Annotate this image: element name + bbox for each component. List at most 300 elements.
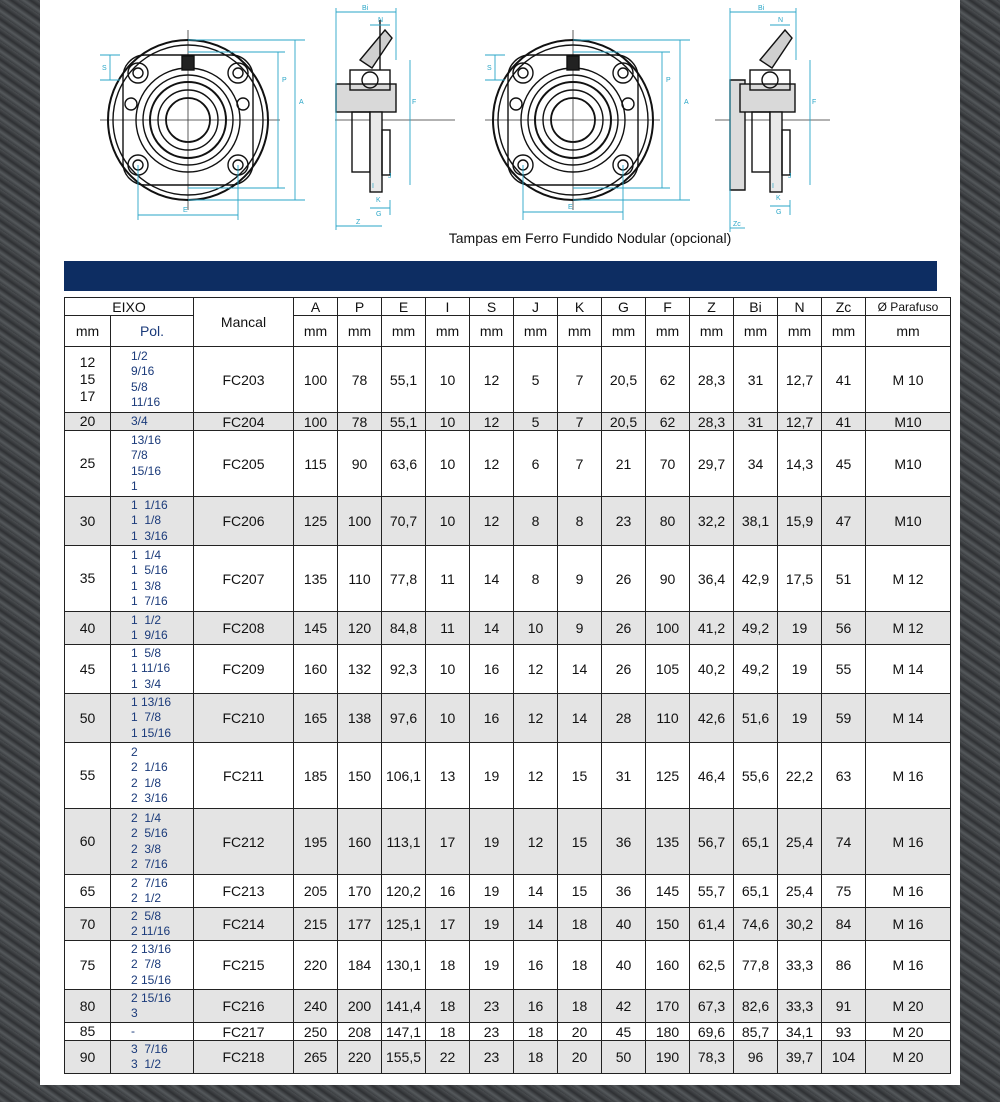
value-cell: 62,5	[690, 941, 734, 990]
value-cell: 19	[470, 941, 514, 990]
pol-value: 5/8	[131, 379, 148, 394]
value-cell: 31	[602, 743, 646, 809]
value-cell: 10	[426, 347, 470, 413]
unit-header: mm	[602, 316, 646, 347]
value-cell: 29,7	[690, 431, 734, 497]
value-cell: 11	[426, 546, 470, 612]
shaft-mm-cell: 85	[65, 1023, 111, 1041]
pol-value: 1 3/4	[131, 676, 162, 691]
shaft-pol-cell	[111, 990, 194, 1023]
value-cell: 33,3	[778, 990, 822, 1023]
value-cell: 15,9	[778, 497, 822, 546]
value-cell: 177	[338, 908, 382, 941]
shaft-mm-cell: 25	[65, 431, 111, 497]
value-cell: 240	[294, 990, 338, 1023]
dimensions-table	[64, 297, 951, 1074]
value-cell: 63	[822, 743, 866, 809]
value-cell: 135	[294, 546, 338, 612]
value-cell: 46,4	[690, 743, 734, 809]
shaft-mm-cell: 30	[65, 497, 111, 546]
value-cell: 77,8	[734, 941, 778, 990]
value-cell: M 16	[866, 809, 951, 875]
value-cell: 14	[558, 645, 602, 694]
value-cell: 12	[470, 413, 514, 431]
dim-label-e: E	[183, 207, 188, 214]
mancal-cell: FC215	[194, 941, 294, 990]
dim-label-a: A	[299, 99, 304, 106]
dim-label-g: G	[776, 209, 782, 216]
value-cell: 184	[338, 941, 382, 990]
shaft-pol-cell	[111, 743, 194, 809]
mancal-header: Mancal	[194, 298, 294, 347]
value-cell: 160	[294, 645, 338, 694]
shaft-mm-cell: 20	[65, 413, 111, 431]
pol-value: 2	[131, 744, 138, 759]
value-cell: 40	[602, 941, 646, 990]
value-cell: 96	[734, 1041, 778, 1074]
value-cell: 86	[822, 941, 866, 990]
value-cell: 100	[294, 413, 338, 431]
mancal-cell: FC210	[194, 694, 294, 743]
pol-value: 2 1/2	[131, 891, 162, 905]
value-cell: 14	[470, 546, 514, 612]
right-front-view	[485, 30, 660, 210]
value-cell: 34,1	[778, 1023, 822, 1041]
value-cell: 12	[514, 645, 558, 694]
value-cell: 31	[734, 347, 778, 413]
value-cell: 42	[602, 990, 646, 1023]
value-cell: 65,1	[734, 809, 778, 875]
pol-value: 1	[131, 479, 138, 493]
shaft-pol-cell	[111, 347, 194, 413]
dim-label-p: P	[666, 77, 671, 84]
value-cell: 14	[470, 612, 514, 645]
table-row	[65, 694, 951, 743]
value-cell: 41	[822, 413, 866, 431]
value-cell: 51,6	[734, 694, 778, 743]
value-cell: 12	[514, 743, 558, 809]
value-cell: 22	[426, 1041, 470, 1074]
pol-value: 1 13/16	[131, 694, 172, 709]
unit-header: mm	[690, 316, 734, 347]
value-cell: 78,3	[690, 1041, 734, 1074]
value-cell: 19	[778, 612, 822, 645]
dim-label-p: P	[282, 77, 287, 84]
pol-value: 2 7/8	[131, 957, 162, 972]
value-cell: 50	[602, 1041, 646, 1074]
value-cell: 67,3	[690, 990, 734, 1023]
value-cell: 93	[822, 1023, 866, 1041]
value-cell: 104	[822, 1041, 866, 1074]
value-cell: 12	[470, 431, 514, 497]
value-cell: 84,8	[382, 612, 426, 645]
value-cell: 26	[602, 612, 646, 645]
col-header-parafuso: Ø Parafuso	[866, 298, 951, 316]
shaft-pol-cell	[111, 497, 194, 546]
value-cell: 9	[558, 546, 602, 612]
pol-value: 2 13/16	[131, 941, 172, 956]
dim-label-k: K	[376, 197, 381, 204]
value-cell: M10	[866, 431, 951, 497]
right-front-dim-labels	[487, 65, 689, 211]
table-row	[65, 743, 951, 809]
pol-value: 2 1/4	[131, 810, 162, 825]
value-cell: 55	[822, 645, 866, 694]
dim-label-e: E	[568, 204, 573, 211]
col-header-a: A	[294, 298, 338, 316]
value-cell: M 20	[866, 1023, 951, 1041]
shaft-pol-cell	[111, 908, 194, 941]
mancal-cell: FC211	[194, 743, 294, 809]
value-cell: 19	[778, 694, 822, 743]
dim-label-k: K	[776, 195, 781, 202]
pol-value: 1 1/2	[131, 612, 162, 627]
value-cell: 170	[338, 875, 382, 908]
shaft-mm-cell: 90	[65, 1041, 111, 1074]
unit-header: mm	[778, 316, 822, 347]
dim-label-j: J	[388, 173, 392, 180]
spec-sheet	[40, 0, 960, 1085]
value-cell: 36	[602, 809, 646, 875]
table-row	[65, 431, 951, 497]
pol-value: 3 1/2	[131, 1057, 162, 1071]
value-cell: 12	[514, 809, 558, 875]
value-cell: 6	[514, 431, 558, 497]
unit-header: mm	[426, 316, 470, 347]
value-cell: 120,2	[382, 875, 426, 908]
pol-value: 1 5/8	[131, 645, 162, 660]
shaft-mm-cell: 40	[65, 612, 111, 645]
value-cell: 36,4	[690, 546, 734, 612]
unit-header: mm	[514, 316, 558, 347]
value-cell: 7	[558, 413, 602, 431]
value-cell: 17	[426, 809, 470, 875]
value-cell: 15	[558, 743, 602, 809]
value-cell: 106,1	[382, 743, 426, 809]
value-cell: 65,1	[734, 875, 778, 908]
table-row	[65, 875, 951, 908]
dim-label-a: A	[684, 99, 689, 106]
value-cell: 100	[646, 612, 690, 645]
value-cell: 18	[426, 941, 470, 990]
mancal-cell: FC203	[194, 347, 294, 413]
value-cell: 74,6	[734, 908, 778, 941]
value-cell: M 20	[866, 990, 951, 1023]
value-cell: 220	[294, 941, 338, 990]
pol-value: 2 7/16	[131, 875, 168, 890]
pol-value: 3 7/16	[131, 1041, 168, 1056]
value-cell: M 20	[866, 1041, 951, 1074]
value-cell: 55,7	[690, 875, 734, 908]
mancal-cell: FC204	[194, 413, 294, 431]
pol-value: 2 3/16	[131, 791, 168, 805]
dim-label-n: N	[778, 17, 784, 24]
unit-mm-header: mm	[65, 316, 111, 347]
value-cell: 56,7	[690, 809, 734, 875]
pol-value: 2 1/16	[131, 760, 168, 774]
pol-value: 1 7/16	[131, 594, 168, 608]
value-cell: 69,6	[690, 1023, 734, 1041]
value-cell: 92,3	[382, 645, 426, 694]
value-cell: M 14	[866, 694, 951, 743]
shaft-pol-cell	[111, 546, 194, 612]
unit-header: mm	[382, 316, 426, 347]
value-cell: 14,3	[778, 431, 822, 497]
pol-value: 1 15/16	[131, 725, 172, 740]
value-cell: M10	[866, 413, 951, 431]
shaft-mm-cell: 60	[65, 809, 111, 875]
value-cell: 155,5	[382, 1041, 426, 1074]
value-cell: 17,5	[778, 546, 822, 612]
pol-value: 1 7/8	[131, 710, 162, 725]
value-cell: 17	[426, 908, 470, 941]
value-cell: 160	[338, 809, 382, 875]
value-cell: 16	[470, 645, 514, 694]
dim-label-bi: Bi	[758, 5, 765, 12]
mancal-cell: FC205	[194, 431, 294, 497]
value-cell: 145	[646, 875, 690, 908]
value-cell: M 10	[866, 347, 951, 413]
col-header-bi: Bi	[734, 298, 778, 316]
unit-pol-header: Pol.	[111, 316, 194, 347]
unit-header: mm	[646, 316, 690, 347]
pol-value: 1 3/16	[131, 528, 168, 543]
unit-header: mm	[338, 316, 382, 347]
shaft-pol-cell	[111, 645, 194, 694]
dim-label-f: F	[812, 99, 817, 106]
left-front-view	[100, 30, 280, 210]
value-cell: 200	[338, 990, 382, 1023]
pol-value: 11/16	[131, 395, 161, 409]
value-cell: 20,5	[602, 347, 646, 413]
col-header-i: I	[426, 298, 470, 316]
mancal-cell: FC207	[194, 546, 294, 612]
shaft-mm-cell: 70	[65, 908, 111, 941]
value-cell: 16	[514, 941, 558, 990]
shaft-pol-cell	[111, 431, 194, 497]
value-cell: 11	[426, 612, 470, 645]
technical-drawings	[40, 0, 960, 250]
value-cell: 28,3	[690, 413, 734, 431]
shaft-mm-cell: 80	[65, 990, 111, 1023]
value-cell: 190	[646, 1041, 690, 1074]
value-cell: 125,1	[382, 908, 426, 941]
value-cell: 39,7	[778, 1041, 822, 1074]
col-header-z: Z	[690, 298, 734, 316]
value-cell: 19	[470, 875, 514, 908]
value-cell: 8	[558, 497, 602, 546]
value-cell: 21	[602, 431, 646, 497]
value-cell: 10	[514, 612, 558, 645]
value-cell: 55,1	[382, 347, 426, 413]
drawing-caption	[40, 230, 960, 246]
shaft-pol-cell	[111, 694, 194, 743]
unit-header: mm	[734, 316, 778, 347]
shaft-pol-cell	[111, 1023, 194, 1041]
value-cell: 250	[294, 1023, 338, 1041]
value-cell: 100	[294, 347, 338, 413]
table-row	[65, 809, 951, 875]
table-row	[65, 546, 951, 612]
value-cell: 47	[822, 497, 866, 546]
shaft-pol-cell	[111, 809, 194, 875]
right-side-view	[715, 30, 830, 192]
pol-value: 2 11/16	[131, 924, 171, 938]
dim-label-g: G	[376, 211, 382, 218]
value-cell: 18	[426, 990, 470, 1023]
dim-label-j: J	[788, 173, 792, 180]
unit-header: mm	[294, 316, 338, 347]
value-cell: 78	[338, 347, 382, 413]
value-cell: 8	[514, 546, 558, 612]
mancal-cell: FC218	[194, 1041, 294, 1074]
value-cell: 51	[822, 546, 866, 612]
table-row	[65, 941, 951, 990]
value-cell: 14	[558, 694, 602, 743]
value-cell: 20	[558, 1041, 602, 1074]
table-row	[65, 1023, 951, 1041]
pol-value: 1 1/8	[131, 513, 162, 528]
pol-value: 2 15/16	[131, 990, 172, 1005]
value-cell: 23	[470, 1023, 514, 1041]
dim-label-s: S	[487, 65, 492, 72]
pol-value: 1 1/4	[131, 547, 162, 562]
value-cell: M10	[866, 497, 951, 546]
mancal-cell: FC216	[194, 990, 294, 1023]
value-cell: 110	[338, 546, 382, 612]
value-cell: 19	[470, 809, 514, 875]
dim-label-i: I	[372, 183, 374, 190]
value-cell: 7	[558, 347, 602, 413]
table-row	[65, 347, 951, 413]
value-cell: 147,1	[382, 1023, 426, 1041]
value-cell: 75	[822, 875, 866, 908]
col-header-f: F	[646, 298, 690, 316]
value-cell: 45	[822, 431, 866, 497]
value-cell: 125	[294, 497, 338, 546]
value-cell: 45	[602, 1023, 646, 1041]
pol-value: 1/2	[131, 348, 148, 363]
value-cell: 105	[646, 645, 690, 694]
value-cell: M 12	[866, 612, 951, 645]
eixo-header: EIXO	[65, 298, 194, 316]
table-row	[65, 908, 951, 941]
pol-value: 1 3/8	[131, 578, 162, 593]
dim-label-zc: Zc	[733, 221, 741, 228]
value-cell: 9	[558, 612, 602, 645]
value-cell: 125	[646, 743, 690, 809]
value-cell: 220	[338, 1041, 382, 1074]
value-cell: 31	[734, 413, 778, 431]
dim-label-bi: Bi	[362, 5, 369, 12]
value-cell: 34	[734, 431, 778, 497]
pol-value: 2 1/8	[131, 775, 162, 790]
value-cell: 12	[470, 347, 514, 413]
value-cell: 15	[558, 809, 602, 875]
value-cell: 138	[338, 694, 382, 743]
value-cell: 30,2	[778, 908, 822, 941]
col-header-p: P	[338, 298, 382, 316]
mancal-cell: FC217	[194, 1023, 294, 1041]
pol-value: 3/4	[131, 413, 148, 428]
value-cell: 150	[646, 908, 690, 941]
value-cell: 74	[822, 809, 866, 875]
value-cell: 41	[822, 347, 866, 413]
pol-value: 1 9/16	[131, 628, 168, 642]
shaft-pol-cell	[111, 413, 194, 431]
value-cell: 38,1	[734, 497, 778, 546]
value-cell: 19	[778, 645, 822, 694]
shaft-mm-cell: 45	[65, 645, 111, 694]
table-row	[65, 1041, 951, 1074]
value-cell: 18	[558, 990, 602, 1023]
value-cell: 59	[822, 694, 866, 743]
value-cell: 12	[514, 694, 558, 743]
value-cell: 80	[646, 497, 690, 546]
shaft-mm-cell: 75	[65, 941, 111, 990]
value-cell: 208	[338, 1023, 382, 1041]
value-cell: 62	[646, 347, 690, 413]
value-cell: 7	[558, 431, 602, 497]
value-cell: 165	[294, 694, 338, 743]
value-cell: 70,7	[382, 497, 426, 546]
value-cell: 25,4	[778, 809, 822, 875]
value-cell: 77,8	[382, 546, 426, 612]
value-cell: 135	[646, 809, 690, 875]
pol-value: 13/16	[131, 432, 162, 447]
value-cell: 18	[558, 908, 602, 941]
value-cell: 56	[822, 612, 866, 645]
value-cell: 18	[514, 1023, 558, 1041]
table-row	[65, 645, 951, 694]
mancal-cell: FC206	[194, 497, 294, 546]
value-cell: 170	[646, 990, 690, 1023]
value-cell: 16	[426, 875, 470, 908]
value-cell: 100	[338, 497, 382, 546]
shaft-pol-cell	[111, 1041, 194, 1074]
value-cell: M 12	[866, 546, 951, 612]
value-cell: 110	[646, 694, 690, 743]
left-front-dim-labels	[102, 65, 304, 214]
value-cell: 8	[514, 497, 558, 546]
value-cell: 16	[514, 990, 558, 1023]
shaft-mm-cell: 55	[65, 743, 111, 809]
value-cell: 85,7	[734, 1023, 778, 1041]
value-cell: 49,2	[734, 645, 778, 694]
col-header-s: S	[470, 298, 514, 316]
value-cell: 22,2	[778, 743, 822, 809]
value-cell: 20,5	[602, 413, 646, 431]
shaft-pol-cell	[111, 941, 194, 990]
value-cell: M 16	[866, 875, 951, 908]
value-cell: 41,2	[690, 612, 734, 645]
value-cell: 15	[558, 875, 602, 908]
value-cell: 180	[646, 1023, 690, 1041]
mancal-cell: FC209	[194, 645, 294, 694]
value-cell: 55,1	[382, 413, 426, 431]
value-cell: 19	[470, 743, 514, 809]
value-cell: 10	[426, 497, 470, 546]
value-cell: 132	[338, 645, 382, 694]
value-cell: M 16	[866, 908, 951, 941]
shaft-pol-cell	[111, 612, 194, 645]
value-cell: 36	[602, 875, 646, 908]
value-cell: 10	[426, 694, 470, 743]
col-header-zc: Zc	[822, 298, 866, 316]
value-cell: 23	[470, 990, 514, 1023]
col-header-j: J	[514, 298, 558, 316]
dim-label-s: S	[102, 65, 107, 72]
